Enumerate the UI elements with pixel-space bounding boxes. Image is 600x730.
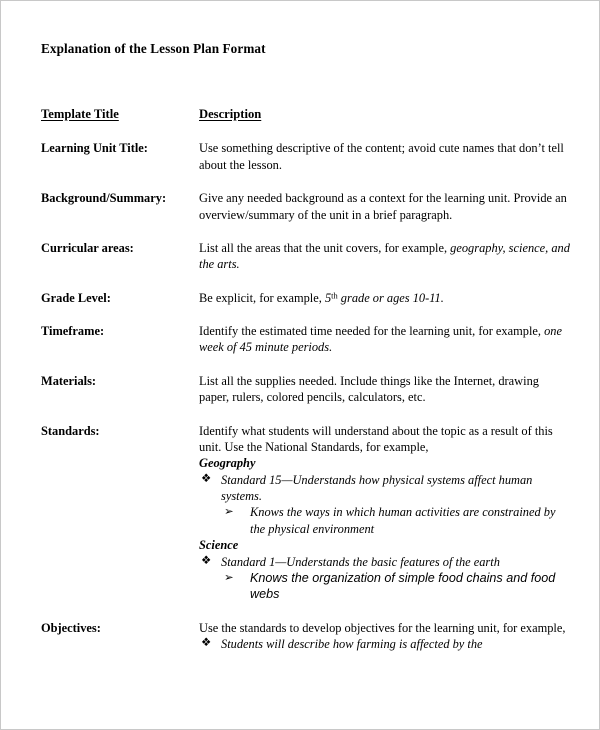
- row-label-timeframe: Timeframe:: [41, 324, 105, 338]
- row-label-standards: Standards:: [41, 423, 100, 438]
- description-text-italic: grade or ages 10-11.: [337, 290, 444, 305]
- list-item-label: Knows the ways in which human activities are constrained by the physical environment: [250, 505, 556, 536]
- list-item: [199, 636, 571, 652]
- description-text: Use something descriptive of the content; avoid cute names that don’t tell about the lesson.: [199, 141, 564, 172]
- standards-subject-heading: Science: [199, 538, 239, 553]
- arrowhead-bullet-icon: ➢: [224, 505, 234, 519]
- row-description: [199, 620, 571, 653]
- diamond-bullet-icon: ❖: [201, 472, 212, 485]
- row-description: [199, 423, 571, 603]
- row-description: [199, 290, 571, 306]
- description-text: [199, 323, 571, 356]
- grade-ordinal-number: 5: [324, 290, 332, 305]
- row-label-objectives: Objectives:: [41, 620, 101, 635]
- row-description: [199, 240, 571, 273]
- page-content: [41, 1, 571, 652]
- list-item: [199, 472, 571, 505]
- list-item-label: Students will describe how farming is affected by the: [221, 636, 483, 651]
- description-text-plain: Be explicit, for example,: [199, 290, 325, 305]
- row-label-background-summary: Background/Summary:: [41, 191, 167, 206]
- description-text: List all the supplies needed. Include things like the Internet, drawing paper, rulers, colored pencils, calculators, etc.: [199, 373, 539, 405]
- lesson-plan-format-table: [41, 107, 571, 653]
- table-row-standards: [41, 423, 571, 620]
- row-label-grade-level: Grade Level:: [41, 290, 111, 305]
- list-item-label: Standard 15—Understands how physical systems affect human systems.: [221, 472, 533, 503]
- description-text-plain: List all the areas that the unit covers, for example,: [199, 240, 451, 255]
- list-item: [199, 504, 571, 537]
- table-row: [41, 323, 571, 373]
- table-row: [41, 290, 571, 323]
- description-text-plain: Identify the estimated time needed for the learning unit, for example,: [199, 324, 545, 338]
- diamond-bullet-icon: ❖: [201, 554, 212, 567]
- list-item-label: Standard 1—Understands the basic features of the earth: [221, 554, 500, 569]
- row-label-learning-unit-title: Learning Unit Title:: [41, 141, 148, 156]
- row-description: [199, 190, 571, 223]
- column-header-template-title: Template Title: [41, 106, 119, 121]
- table-row: [41, 190, 571, 240]
- list-item: [199, 570, 571, 603]
- standards-group-geography: [199, 455, 571, 537]
- description-text-italic: geography, science, and the arts.: [199, 240, 570, 272]
- objectives-intro-text: Use the standards to develop objectives for the learning unit, for example,: [199, 620, 566, 635]
- list-item-label: Knows the organization of simple food chains and food webs: [250, 570, 556, 602]
- list-item: [199, 554, 571, 570]
- row-label-materials: Materials:: [41, 373, 97, 388]
- table-header-row: [41, 107, 571, 141]
- description-text: [199, 240, 571, 273]
- table-row: [41, 240, 571, 290]
- table-row: [41, 140, 571, 190]
- row-description: [199, 140, 571, 173]
- row-label-curricular-areas: Curricular areas:: [41, 240, 134, 255]
- arrowhead-bullet-icon: ➢: [224, 570, 234, 584]
- table-row-objectives: [41, 620, 571, 653]
- description-text: [199, 290, 571, 306]
- standards-intro-text: Identify what students will understand about the topic as a result of this unit. Use the National Standards, for example,: [199, 423, 553, 454]
- description-text: Give any needed background as a context for the learning unit. Provide an overview/summary of the unit in a brief paragraph.: [199, 191, 567, 222]
- standards-subject-heading: Geography: [199, 456, 256, 471]
- row-description: [199, 373, 571, 406]
- grade-ordinal-suffix: th: [331, 290, 338, 301]
- description-text-italic: one week of 45 minute periods.: [199, 324, 562, 355]
- diamond-bullet-icon: ❖: [201, 636, 212, 649]
- standards-group-science: [199, 537, 571, 602]
- column-header-description: Description: [199, 106, 262, 121]
- table-row: [41, 373, 571, 423]
- row-description: [199, 323, 571, 356]
- page-title: Explanation of the Lesson Plan Format: [41, 41, 266, 56]
